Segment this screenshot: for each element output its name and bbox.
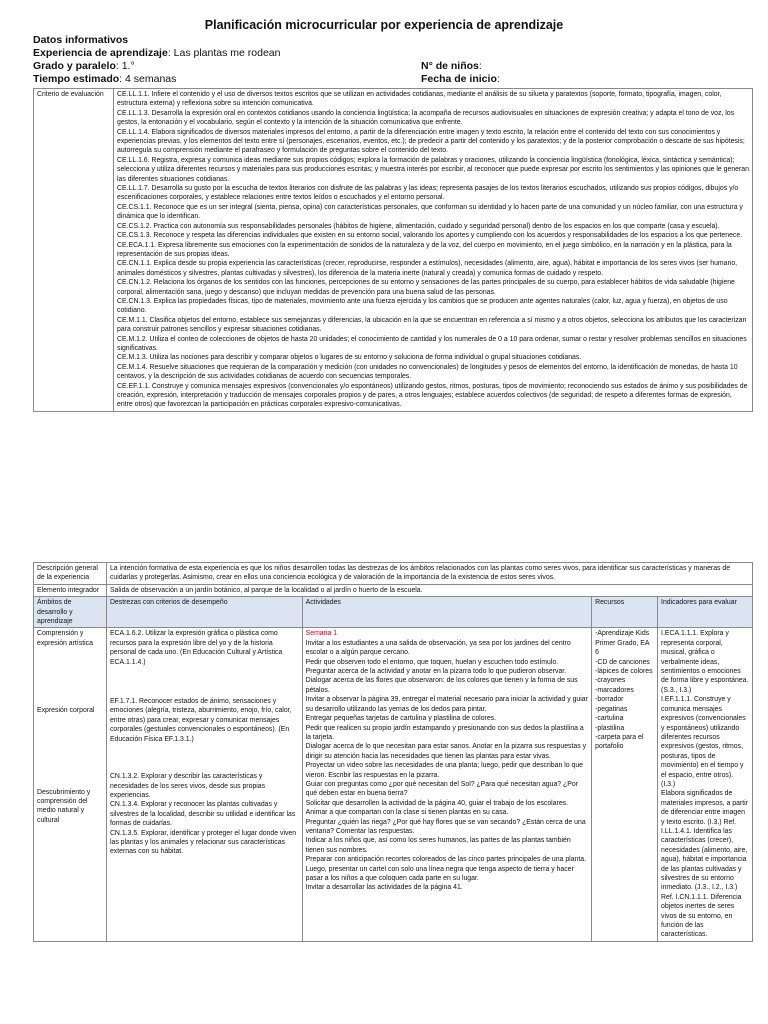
criterio-item: CE.LL.1.7. Desarrolla su gusto por la escucha de textos literarios con disfrute de las palabras y las ideas; representa pasajes de los textos literarios escuchados, utilizando sus propios códigos, dibujos y/o escenificaciones corporales, y establece relaciones entre textos leídos o escuchados y el entorno personal. bbox=[117, 185, 739, 202]
criterio-item: CE.EF.1.1. Construye y comunica mensajes expresivos (convencionales y/o espontáneos) utilizando gestos, ritmos, posturas, tipos de movimiento; reconociendo sus estados de ánimo y sus posibilidades de creación, expresión, interpretación y traducción de mensajes corporales propios y de pares, a otros lenguajes; establece acuerdos colectivos (de seguridad; de respeto a diferentes formas de expresión, entre otros) que favorezcan la participación en prácticas corporales expresivo-comunicativas. bbox=[117, 382, 748, 409]
info-experiencia: Experiencia de aprendizaje: Las plantas me rodean bbox=[33, 47, 281, 59]
recurso-item: -marcadores bbox=[595, 686, 634, 694]
indicador-item: Elabora significados de materiales impresos, a partir de diferenciar entre imagen y texto escrito. (I.3.) Ref. I.LL.1.4.1. Identifica las características (crecer), necesidades (alimento, aire, agua), hábitat e importancia de las plantas cultivadas y silvestres de su entorno inmediato. (J.3., I.2., I.3.) Ref. I.CN.1.1.1. Diferencia objetos inertes de seres vivos de su entorno, en función de las características. bbox=[661, 790, 748, 939]
recurso-item: -carpeta para el portafolio bbox=[595, 733, 644, 751]
criterio-item: CE.CS.1.2. Practica con autonomía sus responsabilidades personales (hábitos de higiene, alimentación, cuidado y seguridad personal) dentro de los espacios en los que comparte (casa y escuela). bbox=[117, 222, 720, 230]
actividad-item: Preparar con anticipación recortes coloreados de las cinco partes principales de una planta. Luego, presentar un cartel con solo una línea negra que tenga aspecto de tierra y hacer pasar a los niños a que coloquen cada parte en su lugar. bbox=[305, 856, 587, 882]
actividad-item: Preguntar ¿quién las riega? ¿Por qué hay flores que se van secando? ¿Están cerca de una ventana? Comentar las respuestas. bbox=[305, 818, 586, 835]
indicador-item: I.ECA.1.1.1. Explora y representa corporal, musical, gráfica o verbalmente ideas, sentimientos o emociones de forma libre y espontánea. (S.3., I.3.) bbox=[661, 630, 749, 694]
criterio-item: CE.CS.1.1. Reconoce que es un ser integral (sienta, piensa, opina) con características personales, que conforman su identidad y lo hacen parte de una comunidad y un núcleo familiar, con una estructura y dinámica que lo identifican. bbox=[117, 203, 743, 221]
elemento-text: Salida de observación a un jardín botánico, al parque de la localidad o al jardín o huerto de la escuela. bbox=[106, 584, 752, 596]
recursos-cell bbox=[592, 628, 658, 941]
info-grado: Grado y paralelo: 1.° N° de niños: bbox=[33, 60, 482, 72]
semana-label: Semana 1 bbox=[305, 630, 338, 638]
descripcion-label: Descripción general de la experiencia bbox=[34, 563, 107, 585]
destreza-item: CN.1.3.5. Explorar, identificar y proteger el lugar donde viven las plantas y los animales y relacionar sus características externas con su hábitat. bbox=[109, 829, 297, 856]
actividad-item: Solicitar que desarrollen la actividad de la página 40, guiar el trabajo de los escolares. bbox=[305, 799, 569, 807]
criterio-item: CE.M.1.4. Resuelve situaciones que requieran de la comparación y medición (con unidades no convencionales) de longitudes y pesos de elementos del entorno, la identificación de monedas, de hasta 10 centavos, y la descripción de sus actividades cotidianas de acuerdo con secuencias temporales. bbox=[117, 363, 738, 381]
criterio-item: CE.M.1.1. Clasifica objetos del entorno, establece sus semejanzas y diferencias, la ubicación en la que se encuentran en referencia a sí mismo y a otros objetos, selecciona los atributos que los caracterizan para construir patrones sencillos y expresar situaciones cotidianas. bbox=[117, 316, 747, 334]
header-actividades: Actividades bbox=[302, 597, 591, 628]
destreza-item: CN.1.3.2. Explorar y describir las características y necesidades de los seres vivos, desde sus propias experiencias. bbox=[109, 773, 266, 799]
actividad-item: Pedir que realicen su propio jardín estampando y presionando con sus dedos la plastilina a la tarjeta. bbox=[305, 724, 584, 741]
recurso-item: -pegatinas bbox=[595, 705, 628, 713]
actividad-item: Invitar a los estudiantes a una salida de observación, ya sea por los jardines del centro escolar o a algún parque cercano. bbox=[305, 639, 571, 657]
actividad-item: Guiar con preguntas como ¿por qué necesitan del Sol? ¿Para qué necesitan agua? ¿Por qué deben estar en buena tierra? bbox=[305, 780, 578, 798]
criterio-item: CE.CS.1.3. Reconoce y respeta las diferencias individuales que existen en su entorno social, valorando los aportes y cumpliendo con los acuerdos y responsabilidades de los espacios a los que pertenece. bbox=[117, 232, 743, 240]
indicador-item: I.EF.1.1.1. Construye y comunica mensajes expresivos (convencionales y espontáneos) utilizando diferentes recursos expresivos (gestos, ritmos, posturas, tipos de movimiento) en el tiempo y el espacio, entre otros). (I.3.) bbox=[661, 696, 746, 788]
criterio-item: CE.CN.1.3. Explica las propiedades físicas, tipo de materiales, movimiento ante una fuerza ejercida y los cambios que se producen ante agentes naturales (calor, luz, agua y fuerza), en objetos de uso cotidiano. bbox=[117, 297, 728, 315]
criterios-label: Criterio de evaluación bbox=[34, 89, 114, 412]
recurso-item: -Aprendizaje Kids Primer Grado, EA 6 bbox=[595, 630, 650, 657]
criterio-item: CE.M.1.3. Utiliza las nociones para describir y comparar objetos o lugares de su entorno y soluciona de forma individual o grupal situaciones cotidianas. bbox=[117, 354, 582, 362]
criterio-item: CE.LL.1.3. Desarrolla la expresión oral en contextos cotidianos usando la conciencia lingüística; la acompaña de recursos audiovisuales en situaciones de expresión creativa; y adapta el tono de voz, los gestos, la entonación y el vocabulario, según el contexto y la intención de la situación comunicativa que enfrente. bbox=[117, 109, 735, 127]
criterio-item: CE.LL.1.1. Infiere el contenido y el uso de diversos textos escritos que se utilizan en actividades cotidianas, mediante el análisis de su silueta y paratextos (soporte, formato, tipografía, imagen, color, estructura externa) y reflexiona sobre su intención comunicativa. bbox=[117, 91, 722, 108]
destreza-item: CN.1.3.4. Explorar y reconocer las plantas cultivadas y silvestres de la localidad, describir su utilidad e identificar las formas de cuidarlas. bbox=[109, 801, 296, 828]
criterio-item: CE.CN.1.2. Relaciona los órganos de los sentidos con las funciones, percepciones de su entorno y sensaciones de las partes principales de su cuerpo, para establecer hábitos de vida saludable (higiene corporal, alimentación sana, juego y descanso) que incluyan medidas de prevención para una buena salud de las personas. bbox=[117, 279, 735, 296]
actividad-item: Invitar a desarrollar las actividades de la página 41. bbox=[305, 884, 463, 892]
destrezas-cell bbox=[106, 628, 302, 941]
descripcion-text: La intención formativa de esta experiencia es que los niños desarrollen todas las destrezas de los ámbitos relacionados con las plantas como seres vivos, para identificar sus características y maneras de cuidarlas y protegerlas. Asimismo, crear en ellos una conciencia ecológica y de valoración de la importancia de la existencia de estos seres vivos. bbox=[106, 563, 752, 585]
ambito-item: Comprensión y expresión artística bbox=[37, 630, 93, 647]
actividad-item: Dialogar acerca de las flores que observaron: de los colores que tienen y la forma de sus pétalos. bbox=[305, 677, 578, 694]
ambito-item: Expresión corporal bbox=[37, 707, 95, 715]
criterios-list bbox=[114, 89, 753, 412]
planning-table bbox=[33, 562, 753, 942]
recurso-item: -borrador bbox=[595, 696, 624, 704]
recurso-item: -crayones bbox=[595, 677, 626, 685]
destreza-item: EF.1.7.1. Reconocer estados de ánimo, sensaciones y emociones (alegría, tristeza, aburrimiento, enojo, frío, calor, entre otras) para crear, expresar y comunicar mensajes corporales (gestuales convencionales o espontáneos). (En Educación Física EF.1.3.1.) bbox=[109, 698, 292, 743]
actividades-cell bbox=[302, 628, 591, 941]
recurso-item: -plastilina bbox=[595, 724, 625, 732]
criterio-item: CE.LL.1.6. Registra, expresa y comunica ideas mediante sus propios códigos; explora la formación de palabras y oraciones, utilizando la conciencia lingüística (fonológica, léxica, sintáctica y semántica); selecciona y utiliza diferentes recursos y materiales para sus producciones escritas; y muestra interés por escribir, al reconocer que puede expresar por escrito los sentimientos y las opiniones que le generan las diferentes situaciones cotidianas. bbox=[117, 156, 749, 183]
info-datos: Datos informativos bbox=[33, 34, 129, 46]
info-tiempo: Tiempo estimado: 4 semanas Fecha de inicio: bbox=[33, 73, 500, 85]
recurso-item: -lápices de colores bbox=[595, 668, 653, 676]
criterio-item: CE.M.1.2. Utiliza el conteo de colecciones de objetos de hasta 20 unidades; el conocimiento de cantidad y los numerales de 0 a 10 para ordenar, sumar o restar y resolver problemas sencillos en situaciones significativas. bbox=[117, 335, 747, 352]
actividad-item: Indicar a los niños que, así como los seres humanos, las partes de las plantas también tienen sus nombres. bbox=[305, 837, 571, 854]
indicadores-cell bbox=[658, 628, 753, 941]
actividad-item: Proyectar un video sobre las necesidades de una planta; luego, pedir que describan lo que vieron. Escribir las respuestas en la pizarra. bbox=[305, 762, 583, 779]
ambitos-cell bbox=[34, 628, 107, 941]
recurso-item: -cartulina bbox=[595, 715, 624, 723]
header-ambitos: Ámbitos de desarrollo y aprendizaje bbox=[34, 597, 107, 628]
actividad-item: Animar a que compartan con la clase si tienen plantas en su casa. bbox=[305, 809, 509, 817]
header-destrezas: Destrezas con criterios de desempeño bbox=[106, 597, 302, 628]
page-title: Planificación microcurricular por experiencia de aprendizaje bbox=[204, 18, 564, 32]
recurso-item: -CD de canciones bbox=[595, 658, 650, 666]
criterio-item: CE.CN.1.1. Explica desde su propia experiencia las características (crecer, reproducirse, responder a estímulos), necesidades (alimento, aire, agua), hábitat e importancia de los seres vivos (ser humano, animales domésticos y silvestres, plantas cultivadas y silvestres), los diferencia de la materia inerte (natural y creada) y comunica formas de cuidado y respeto. bbox=[117, 260, 738, 277]
actividad-item: Dialogar acerca de lo que necesitan para estar sanos. Anotar en la pizarra sus respuestas y dirigir su atención hacia las necesidades que tienen las plantas para estar vivas. bbox=[305, 743, 587, 760]
header-recursos: Recursos bbox=[592, 597, 658, 628]
criterios-table bbox=[33, 88, 753, 412]
actividad-item: Entregar pequeñas tarjetas de cartulina y plastilina de colores. bbox=[305, 715, 497, 723]
actividad-item: Pedir que observen todo el entorno, que toquen, huelan y escuchen todo estímulo. bbox=[305, 658, 559, 666]
actividad-item: Preguntar acerca de la actividad y anotar en la pizarra todo lo que pudieron observar. bbox=[305, 668, 567, 676]
criterio-item: CE.ECA.1.1. Expresa libremente sus emociones con la experimentación de sonidos de la naturaleza y de la voz, del cuerpo en movimiento, en el juego simbólico, en la narración y en la plástica, para la representación de sus propias ideas. bbox=[117, 241, 732, 258]
actividad-item: Invitar a observar la página 39, entregar el material necesario para iniciar la actividad y guiar su desarrollo utilizando las yemas de los dedos para pintar. bbox=[305, 696, 588, 713]
criterio-item: CE.LL.1.4. Elabora significados de diversos materiales impresos del entorno, a partir de la diferenciación entre imagen y texto escrito, la relación entre el contenido del texto con sus conocimientos y experiencias previas, y los elementos del texto entre sí (personajes, escenarios, eventos, etc.); de predecir a partir del contenido y los paratextos; y de la posterior comprobación o descarte de sus hipótesis; autorregula su comprensión mediante el parafraseo y formulación de preguntas sobre el contenido del texto. bbox=[117, 128, 745, 155]
destreza-item: ECA.1.6.2. Utilizar la expresión gráfica o plástica como recursos para la expresión libre del yo y de la historia personal de cada uno. (En Educación Cultural y Artística ECA.1.1.4.) bbox=[109, 630, 283, 666]
ambito-item: Descubrimiento y comprensión del medio natural y cultural bbox=[37, 788, 91, 824]
header-indicadores: Indicadores para evaluar bbox=[658, 597, 753, 628]
elemento-label: Elemento integrador bbox=[34, 584, 107, 596]
